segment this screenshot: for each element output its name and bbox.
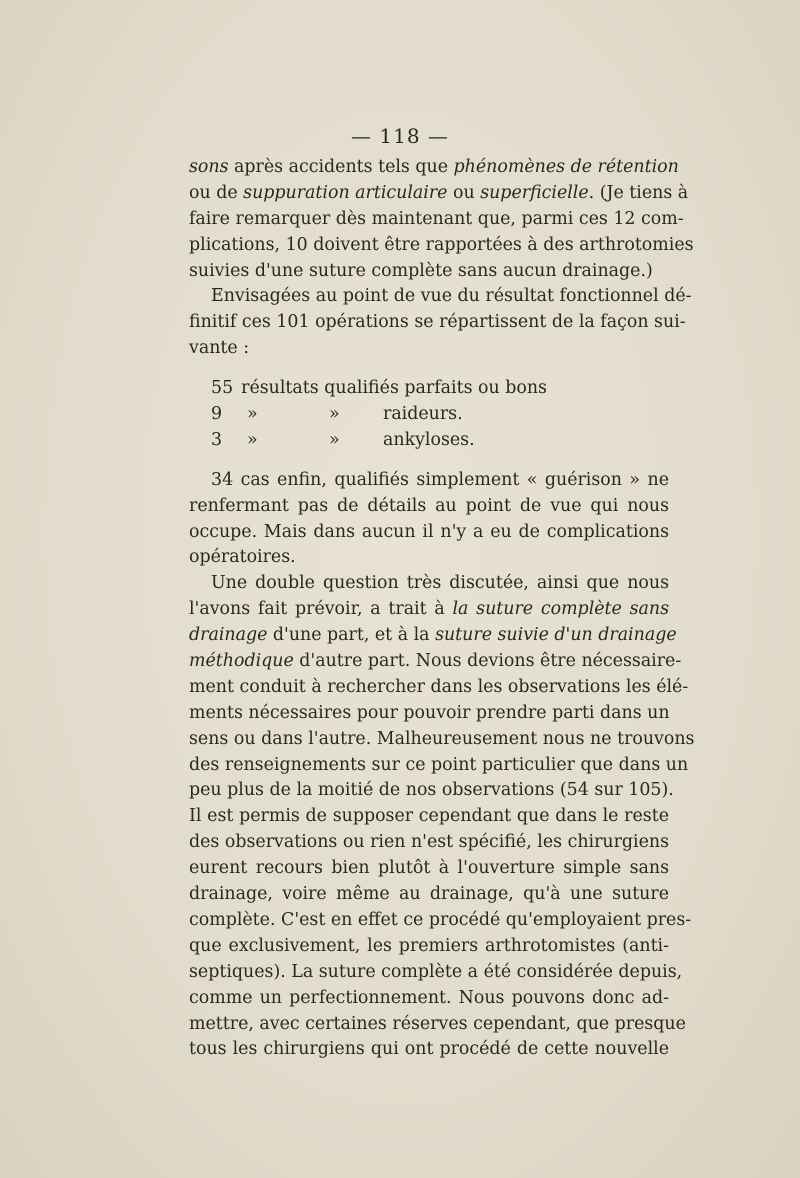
ditto-mark: »: [329, 429, 340, 450]
italic-term: suture suivie d'un drainage: [435, 625, 677, 646]
paragraph-continuation: [189, 155, 694, 284]
text-line: [189, 181, 689, 207]
italic-term: sons: [189, 157, 229, 177]
text-line: [189, 649, 682, 675]
list-item: [189, 428, 669, 454]
text-span: ou: [447, 182, 481, 203]
spacer: [189, 362, 669, 376]
italic-term: méthodique: [189, 651, 294, 672]
text-line: plications, 10 doivent être rapportées à des arthrotomies: [189, 234, 694, 255]
text-span: ou de: [189, 182, 244, 203]
text-line: tous les chirurgiens qui ont procédé de cette nouvelle: [189, 1039, 669, 1060]
list-item: [189, 402, 669, 428]
italic-term: superficielle: [480, 182, 589, 203]
result-text: ankyloses.: [383, 429, 475, 450]
text-line: [189, 155, 679, 181]
text-line: complète. C'est en effet ce procédé qu'employaient pres-: [189, 909, 692, 930]
result-count: 9: [211, 404, 223, 425]
text-line: Une double question très discutée, ainsi que nous: [211, 573, 669, 594]
text-line: mettre, avec certaines réserves cependant, que presque: [189, 1013, 686, 1034]
italic-term: la suture complète sans: [452, 599, 669, 620]
text-line: [189, 623, 677, 649]
result-text: raideurs.: [383, 404, 463, 425]
text-span: après accidents tels que: [228, 157, 454, 177]
text-span: d'autre part. Nous devions être nécessaire-: [293, 651, 682, 672]
text-span: . (Je tiens à: [588, 182, 689, 203]
paragraph: [189, 571, 695, 1063]
text-line: des observations ou rien n'est spécifié, les chirurgiens: [189, 832, 670, 853]
result-text: résultats qualifiés parfaits ou bons: [241, 378, 547, 399]
text-line: septiques). La suture complète a été considérée depuis,: [189, 961, 683, 982]
text-line: Il est permis de supposer cependant que dans le reste: [189, 806, 669, 827]
paragraph: [189, 284, 692, 362]
body-text: [189, 155, 695, 1063]
text-line: 34 cas enfin, qualifiés simplement « guérison » ne: [211, 469, 669, 490]
text-line: des renseignements sur ce point particulier que dans un: [189, 754, 689, 775]
text-line: vante :: [189, 338, 250, 359]
italic-term: suppuration articulaire: [243, 182, 448, 203]
text-line: comme un perfectionnement. Nous pouvons donc ad-: [189, 987, 669, 1008]
results-list: [189, 376, 669, 454]
text-line: [189, 597, 669, 623]
spacer: [189, 454, 669, 468]
text-line: opératoires.: [189, 547, 296, 568]
text-line: ment conduit à rechercher dans les observations les élé-: [189, 676, 689, 697]
italic-term: drainage: [189, 625, 268, 646]
result-count: 55: [211, 378, 234, 399]
text-line: eurent recours bien plutôt à l'ouverture simple sans: [189, 858, 669, 879]
text-span: d'une part, et à la: [267, 625, 436, 646]
text-line: que exclusivement, les premiers arthrotomistes (anti-: [189, 935, 669, 956]
text-line: faire remarquer dès maintenant que, parmi ces 12 com-: [189, 208, 684, 229]
text-line: suivies d'une suture complète sans aucun drainage.): [189, 260, 653, 281]
result-count: 3: [211, 429, 223, 450]
text-line: finitif ces 101 opérations se répartissent de la façon sui-: [189, 312, 686, 333]
text-span: l'avons fait prévoir, a trait à: [189, 599, 453, 620]
text-line: drainage, voire même au drainage, qu'à une suture: [189, 884, 669, 905]
italic-term: phénomènes de rétention: [453, 157, 679, 177]
text-line: peu plus de la moitié de nos observations (54 sur 105).: [189, 780, 674, 801]
text-line: renfermant pas de détails au point de vue qui nous: [189, 495, 669, 516]
text-line: sens ou dans l'autre. Malheureusement nous ne trouvons: [189, 728, 695, 749]
list-item: [189, 376, 669, 402]
ditto-mark: »: [247, 404, 258, 425]
text-line: ments nécessaires pour pouvoir prendre parti dans un: [189, 702, 670, 723]
paragraph: [189, 468, 669, 572]
page-number: — 118 —: [351, 124, 449, 148]
ditto-mark: »: [247, 429, 258, 450]
text-line: Envisagées au point de vue du résultat fonctionnel dé-: [211, 286, 692, 307]
text-line: occupe. Mais dans aucun il n'y a eu de complications: [189, 521, 669, 542]
ditto-mark: »: [329, 404, 340, 425]
